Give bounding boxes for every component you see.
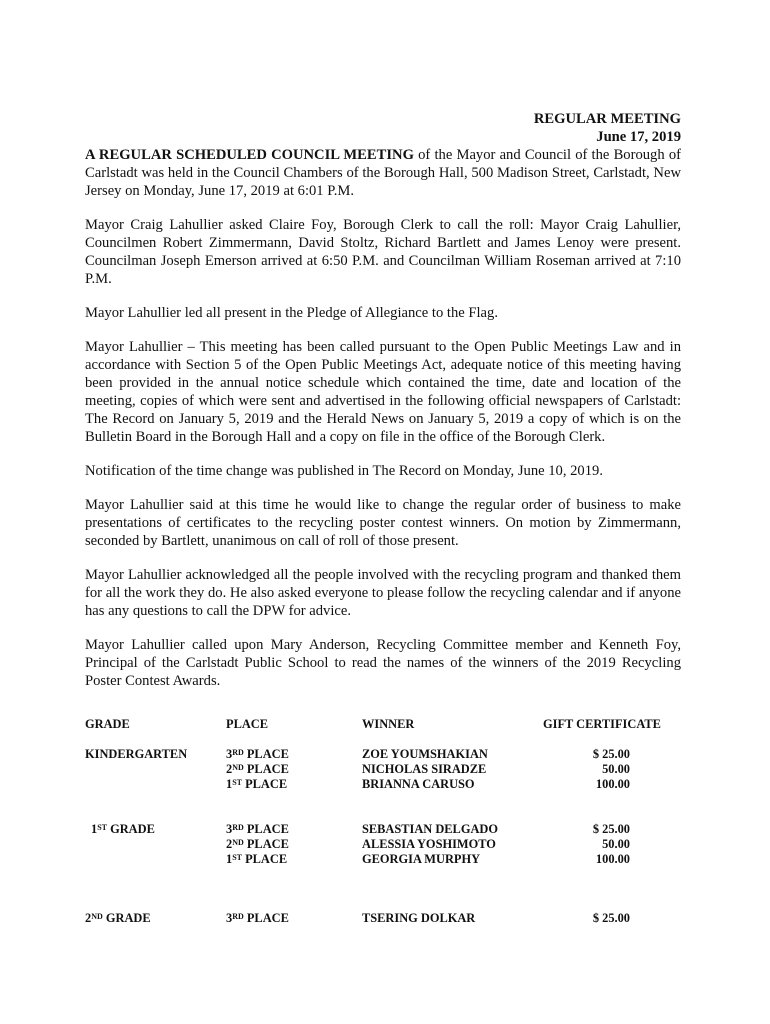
grade-label: 1ST GRADE	[91, 822, 155, 836]
paragraph-time-change: Notification of the time change was published in The Record on Monday, June 10, 2019.	[85, 463, 603, 479]
meeting-minutes	[85, 110, 681, 706]
paragraph-acknowledgement: Mayor Lahullier acknowledged all the people involved with the recycling program and thanked them for all the work they do. He also asked everyone to please follow the recycling calendar and if anyone has any questions to call the DPW for advice.	[85, 567, 681, 619]
grade-label: KINDERGARTEN	[85, 747, 188, 761]
place-label: 1ST PLACE	[226, 852, 288, 866]
opening-text: of the Mayor and Council of the Borough of Carlstadt was held in the Council Chambers of the Borough Hall, 500 Madison Street, Carlstadt, New Jersey on Monday, June 17, 2019 at 6:01 P.M.	[85, 147, 681, 199]
place-label: 2ND PLACE	[226, 762, 289, 776]
meeting-title: REGULAR MEETING	[533, 111, 681, 127]
winner-name: TSERING DOLKAR	[362, 911, 476, 925]
gift-amount: $ 25.00	[592, 822, 630, 836]
paragraph-roll-call: Mayor Craig Lahullier asked Claire Foy, Borough Clerk to call the roll: Mayor Craig Lahullier, Councilmen Robert Zimmermann, David Stoltz, Richard Bartlett and James Lenoy were present. Councilman Joseph Emerson arrived at 6:50 P.M. and Councilman William Roseman arrived at 7:10 P.M.	[85, 217, 681, 287]
gift-amount: $ 25.00	[592, 747, 630, 761]
paragraph-pledge: Mayor Lahullier led all present in the Pledge of Allegiance to the Flag.	[85, 305, 498, 321]
paragraph-opening	[85, 146, 681, 200]
place-label: 3RD PLACE	[226, 822, 289, 836]
place-label: 3RD PLACE	[226, 911, 289, 925]
winner-name: SEBASTIAN DELGADO	[362, 822, 498, 836]
header-winner: WINNER	[362, 717, 415, 731]
winner-name: ALESSIA YOSHIMOTO	[362, 837, 496, 851]
gift-amount: 50.00	[602, 837, 630, 851]
paragraph-order-of-business: Mayor Lahullier said at this time he would like to change the regular order of business to make presentations of certificates to the recycling poster contest winners. On motion by Zimmermann, seconded by Bartlett, unanimous on call of roll of those present.	[85, 497, 681, 549]
header-place: PLACE	[226, 717, 268, 731]
opening-bold-phrase: A REGULAR SCHEDULED COUNCIL MEETING	[85, 147, 414, 163]
gift-amount: 50.00	[602, 762, 630, 776]
place-label: 2ND PLACE	[226, 837, 289, 851]
winner-name: BRIANNA CARUSO	[362, 777, 475, 791]
gift-amount: 100.00	[595, 777, 630, 791]
place-label: 1ST PLACE	[226, 777, 288, 791]
place-label: 3RD PLACE	[226, 747, 289, 761]
header-gift-certificate: GIFT CERTIFICATE	[543, 717, 661, 731]
header-grade: GRADE	[85, 717, 130, 731]
gift-amount: 100.00	[595, 852, 630, 866]
paragraph-award-call: Mayor Lahullier called upon Mary Anderson, Recycling Committee member and Kenneth Foy, Principal of the Carlstadt Public School to read the names of the winners of the 2019 Recycling Poster Contest Awards.	[85, 637, 681, 689]
paragraph-open-meetings: Mayor Lahullier – This meeting has been called pursuant to the Open Public Meetings Law and in accordance with Section 5 of the Open Public Meetings Act, adequate notice of this meeting having been provided in the annual notice schedule which contained the time, date and location of the meeting, copies of which were sent and advertised in the following official newspapers of Carlstadt: The Record on January 5, 2019 and the Herald News on January 5, 2019 a copy of which is on the Bulletin Board in the Borough Hall and a copy on file in the office of the Borough Clerk.	[85, 339, 681, 445]
winner-name: GEORGIA MURPHY	[362, 852, 481, 866]
meeting-date: June 17, 2019	[596, 129, 681, 145]
winner-name: NICHOLAS SIRADZE	[362, 762, 487, 776]
winner-name: ZOE YOUMSHAKIAN	[362, 747, 488, 761]
grade-label: 2ND GRADE	[85, 911, 151, 925]
gift-amount: $ 25.00	[592, 911, 630, 925]
